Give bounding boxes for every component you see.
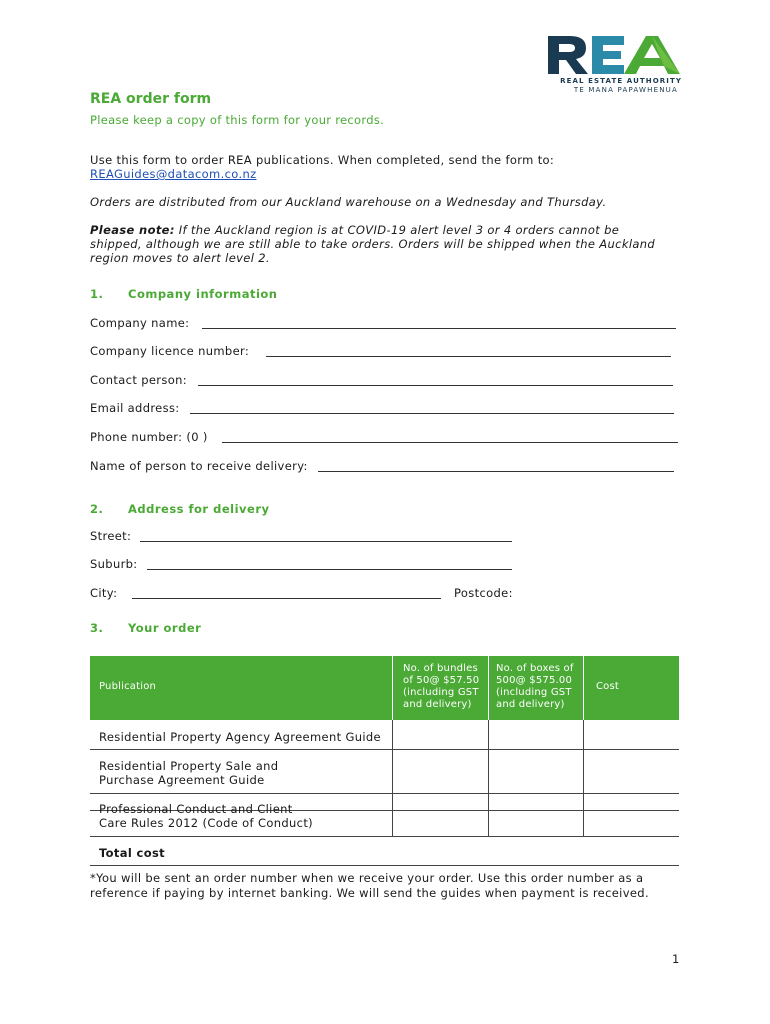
header-divider [583,656,584,720]
suburb-input[interactable] [147,569,512,570]
distribution-text: Orders are distributed from our Auckland warehouse on a Wednesday and Thursday. [90,195,607,209]
section-number: 3. [90,621,104,635]
header-divider [392,656,393,720]
licence-input[interactable] [266,356,671,357]
header-boxes-line: No. of boxes of [496,663,574,674]
city-label: City: [90,586,118,600]
section-your-order [90,621,201,635]
footnote [90,871,649,901]
r2-boxes-cell[interactable] [489,750,582,792]
company-name-input[interactable] [202,328,676,329]
row-agency-agreement-guide: Residential Property Agency Agreement Guide [99,730,381,744]
section-title: Address for delivery [128,502,270,516]
rea-logo-mark [546,34,682,76]
rea-logo [546,34,682,96]
row-code-of-conduct-line1: Professional Conduct and Client [99,802,293,816]
note-line2: shipped, although we are still able to take orders. Orders will be shipped when the Auckland [90,237,656,251]
header-bundles [403,663,479,711]
covid-note [90,223,619,237]
section-title: Company information [128,287,278,301]
page-number: 1 [672,952,680,966]
header-bundles-line: and delivery) [403,699,472,710]
intro-text: Use this form to order REA publications. When completed, send the form to: [90,153,555,167]
row-divider [90,793,679,794]
street-input[interactable] [140,541,512,542]
header-boxes-line: (including GST [496,687,572,698]
footnote-line1: *You will be sent an order number when we receive your order. Use this order number as a [90,871,644,885]
total-cost-label: Total cost [99,846,165,860]
section-address-for-delivery [90,502,270,516]
contact-person-input[interactable] [198,385,673,386]
r2-cost-cell[interactable] [584,750,678,792]
header-boxes-line: and delivery) [496,699,565,710]
header-publication: Publication [99,681,157,692]
suburb-label: Suburb: [90,557,138,571]
email-label: Email address: [90,401,180,415]
header-bundles-line: (including GST [403,687,479,698]
company-name-label: Company name: [90,316,190,330]
note-line3: region moves to alert level 2. [90,251,270,265]
receiver-input[interactable] [318,471,674,472]
city-input[interactable] [132,598,441,599]
section-number: 1. [90,287,104,301]
postcode-label: Postcode: [454,586,513,600]
header-boxes-line: 500@ $575.00 [496,675,573,686]
footnote-line2: reference if paying by internet banking. We will send the guides when payment is received. [90,886,649,900]
section-title: Your order [128,621,202,635]
email-input[interactable] [190,413,674,414]
r1-bundles-cell[interactable] [393,721,487,748]
header-bundles-line: No. of bundles [403,663,478,674]
r3-cost-cell[interactable] [584,811,678,835]
logo-text-line2: TE MANA PAPAWHENUA [573,86,678,94]
row-code-of-conduct-line2: Care Rules 2012 (Code of Conduct) [99,816,314,830]
header-divider [488,656,489,720]
order-email-link[interactable]: REAGuides@datacom.co.nz [90,167,257,181]
header-cost: Cost [596,681,620,692]
note-label: Please note: [90,223,175,237]
header-bundles-line: of 50@ $57.50 [403,675,480,686]
row-divider [90,836,679,837]
order-table-header [90,656,679,720]
row-sale-purchase-guide-line2: Purchase Agreement Guide [99,773,265,787]
r3-bundles-cell[interactable] [393,811,487,835]
form-title: REA order form [90,91,212,107]
phone-input[interactable] [222,442,678,443]
r1-cost-cell[interactable] [584,721,678,748]
receiver-label: Name of person to receive delivery: [90,459,308,473]
row-sale-purchase-guide-line1: Residential Property Sale and [99,759,279,773]
logo-text-line1: REAL ESTATE AUTHORITY [560,77,682,85]
street-label: Street: [90,529,132,543]
r3-boxes-cell[interactable] [489,811,582,835]
section-number: 2. [90,502,104,516]
header-boxes [496,663,574,711]
phone-label: Phone number: (0 ) [90,430,208,444]
form-subtitle: Please keep a copy of this form for your records. [90,113,385,127]
note-line1: If the Auckland region is at COVID-19 alert level 3 or 4 orders cannot be [174,223,620,237]
licence-label: Company licence number: [90,344,250,358]
r1-boxes-cell[interactable] [489,721,582,748]
row-divider [90,865,679,866]
r2-bundles-cell[interactable] [393,750,487,792]
section-company-information [90,287,277,301]
contact-person-label: Contact person: [90,373,187,387]
